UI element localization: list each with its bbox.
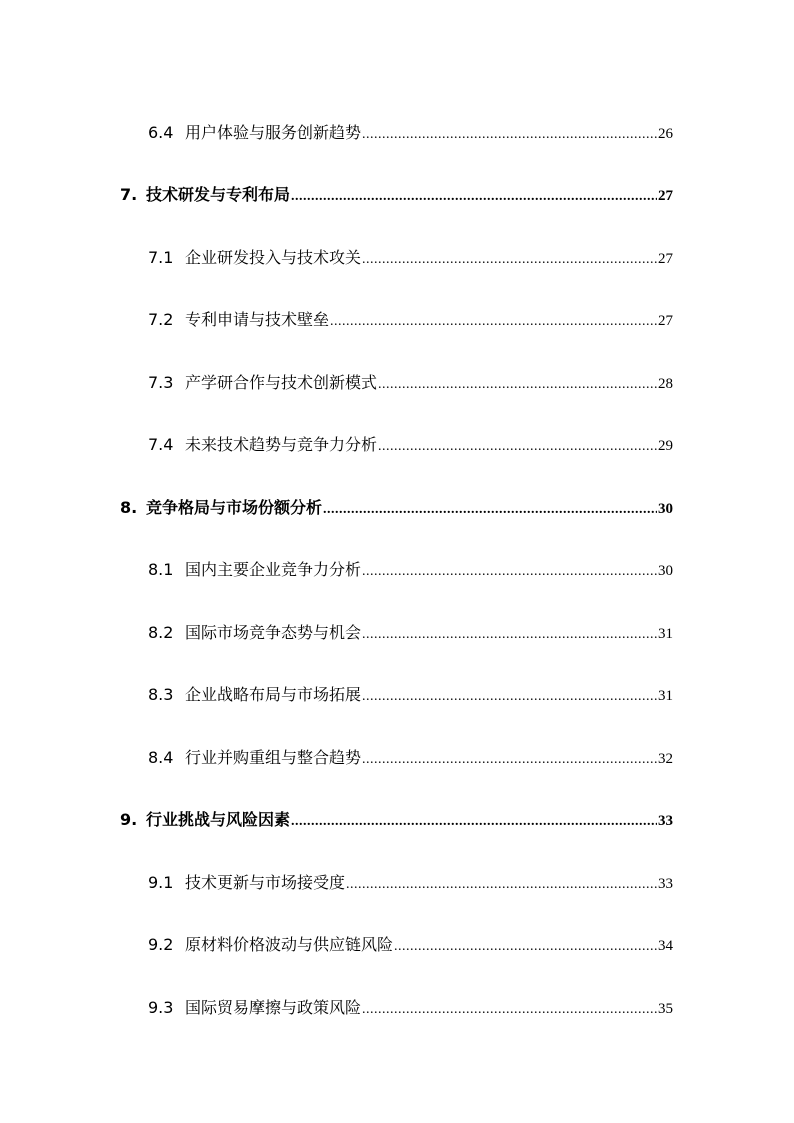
toc-entry-page: 31	[658, 626, 673, 642]
toc-entry-page: 30	[658, 563, 673, 579]
toc-entry-title: 企业战略布局与市场拓展	[185, 685, 362, 704]
toc-entry-title: 国内主要企业竞争力分析	[185, 560, 362, 579]
toc-dot-leader	[346, 877, 657, 893]
toc-dot-leader	[378, 377, 657, 393]
toc-entry-page: 28	[658, 376, 673, 392]
toc-entry-7-3[interactable]	[148, 370, 673, 393]
toc-entry-page: 33	[658, 876, 673, 892]
toc-dot-leader	[362, 689, 657, 705]
toc-dot-leader	[362, 627, 657, 643]
toc-entry-number: 7.1	[148, 248, 174, 267]
toc-entry-page: 26	[658, 126, 673, 142]
toc-entry-8-1[interactable]	[148, 557, 673, 580]
toc-entry-number: 7.3	[148, 373, 174, 392]
toc-entry-page: 31	[658, 688, 673, 704]
toc-entry-number: 9.3	[148, 998, 174, 1017]
toc-entry-title: 产学研合作与技术创新模式	[185, 373, 378, 392]
toc-entry-number: 9.1	[148, 873, 174, 892]
toc-dot-leader	[362, 1002, 657, 1018]
toc-entry-title: 专利申请与技术壁垒	[185, 310, 330, 329]
toc-dot-leader	[291, 814, 657, 830]
toc-dot-leader	[362, 252, 657, 268]
toc-entry-title: 国际市场竞争态势与机会	[185, 623, 362, 642]
toc-dot-leader	[362, 752, 657, 768]
toc-entry-title: 行业并购重组与整合趋势	[185, 748, 362, 767]
toc-entry-9-2[interactable]	[148, 932, 673, 955]
toc-dot-leader	[291, 189, 657, 205]
toc-entry-number: 8.4	[148, 748, 174, 767]
toc-entry-title: 竞争格局与市场份额分析	[146, 498, 323, 517]
toc-entry-number: 8.2	[148, 623, 174, 642]
toc-entry-title: 未来技术趋势与竞争力分析	[185, 435, 378, 454]
toc-entry-number: 8.3	[148, 685, 174, 704]
toc-entry-number: 8.	[120, 498, 138, 517]
toc-entry-7-1[interactable]	[148, 245, 673, 268]
toc-entry-title: 技术研发与专利布局	[146, 185, 291, 204]
toc-dot-leader	[323, 502, 657, 518]
toc-entry-title: 国际贸易摩擦与政策风险	[185, 998, 362, 1017]
toc-dot-leader	[394, 939, 657, 955]
toc-entry-number: 6.4	[148, 123, 174, 142]
toc-entry-page: 35	[658, 1001, 673, 1017]
toc-entry-page: 27	[658, 313, 673, 329]
toc-entry-page: 34	[658, 938, 673, 954]
toc-entry-title: 用户体验与服务创新趋势	[185, 123, 362, 142]
toc-entry-page: 33	[658, 813, 673, 829]
toc-entry-title: 原材料价格波动与供应链风险	[185, 935, 394, 954]
toc-dot-leader	[362, 127, 657, 143]
toc-dot-leader	[378, 439, 657, 455]
toc-entry-number: 8.1	[148, 560, 174, 579]
toc-entry-number: 9.	[120, 810, 138, 829]
toc-entry-6-4[interactable]	[148, 120, 673, 143]
toc-entry-9-1[interactable]	[148, 870, 673, 893]
toc-entry-8-4[interactable]	[148, 745, 673, 768]
toc-entry-title: 行业挑战与风险因素	[146, 810, 291, 829]
toc-entry-page: 27	[658, 188, 673, 204]
toc-entry-title: 企业研发投入与技术攻关	[185, 248, 362, 267]
toc-entry-8-2[interactable]	[148, 620, 673, 643]
toc-entry-number: 7.4	[148, 435, 174, 454]
toc-dot-leader	[330, 314, 657, 330]
toc-entry-page: 27	[658, 251, 673, 267]
toc-entry-9-3[interactable]	[148, 995, 673, 1018]
toc-entry-number: 7.	[120, 185, 138, 204]
toc-entry-number: 7.2	[148, 310, 174, 329]
toc-entry-number: 9.2	[148, 935, 174, 954]
toc-entry-7-4[interactable]	[148, 432, 673, 455]
toc-entry-page: 29	[658, 438, 673, 454]
toc-entry-page: 32	[658, 751, 673, 767]
toc-entry-7-2[interactable]	[148, 307, 673, 330]
toc-entry-8-3[interactable]	[148, 682, 673, 705]
toc-entry-7[interactable]	[120, 182, 673, 205]
toc-dot-leader	[362, 564, 657, 580]
toc-entry-8[interactable]	[120, 495, 673, 518]
toc-entry-page: 30	[658, 501, 673, 517]
toc-entry-9[interactable]	[120, 807, 673, 830]
toc-entry-title: 技术更新与市场接受度	[185, 873, 346, 892]
